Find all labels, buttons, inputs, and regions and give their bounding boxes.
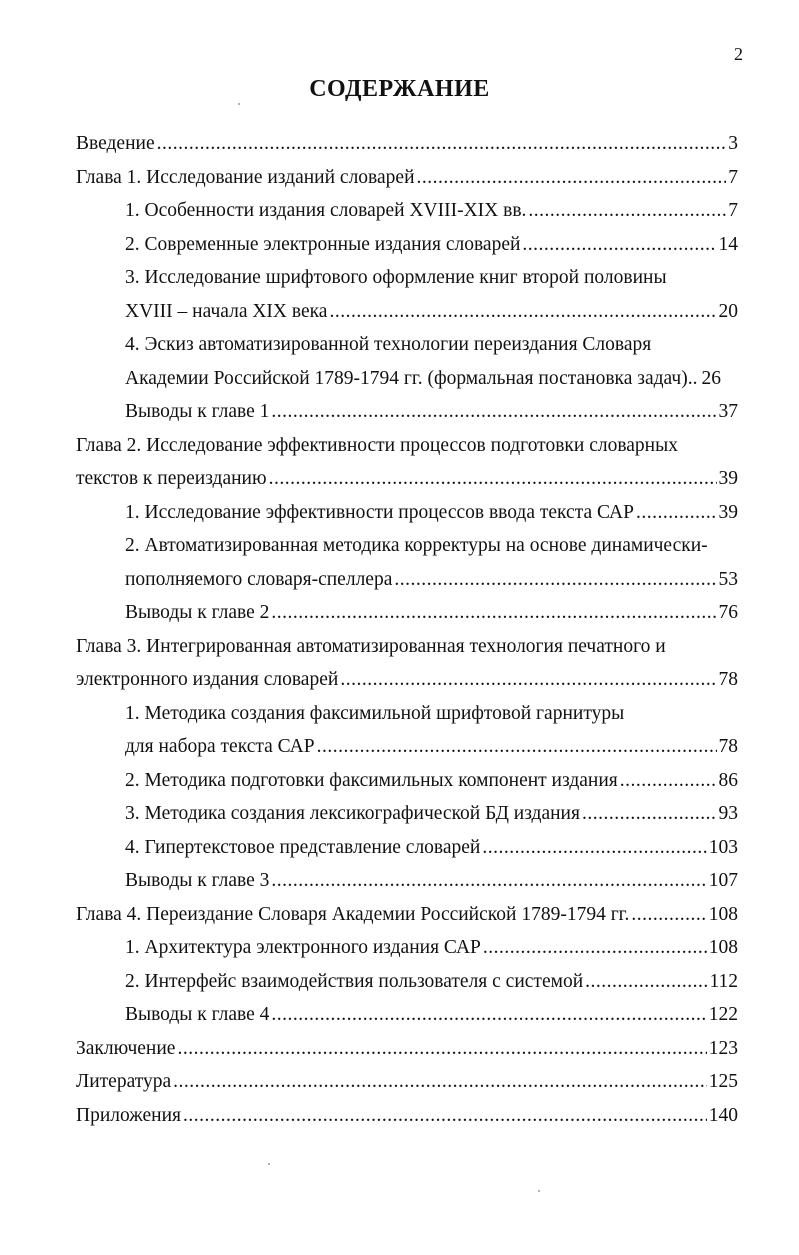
toc-entry-section-1-3-line-1 xyxy=(76,261,738,295)
toc-leader-dots xyxy=(269,462,717,496)
toc-entry-text: 3. Методика создания лексикографической БД издания xyxy=(125,803,580,824)
toc-entry-conclusion xyxy=(76,1032,738,1066)
toc-entry-page: 3 xyxy=(728,133,738,154)
toc-entry-text: XVIII – начала XIX века xyxy=(125,300,328,322)
scan-speck xyxy=(268,1163,270,1165)
toc-entry-page: 140 xyxy=(708,1104,738,1126)
toc-leader-dots xyxy=(482,831,706,865)
toc-entry-page: 108 xyxy=(708,903,738,925)
toc-entry-page: 78 xyxy=(718,736,738,757)
toc-entry-text: для набора текста САР xyxy=(125,736,315,757)
toc-entry-section-2-1 xyxy=(76,496,738,530)
toc-entry-text: 3. Исследование шрифтового оформление книг второй половины xyxy=(125,267,667,288)
toc-entry-appendices xyxy=(76,1099,738,1133)
toc-leader-dots xyxy=(417,161,727,195)
toc-entry-section-4-1 xyxy=(76,931,738,965)
toc-entry-page: 53 xyxy=(718,568,738,590)
toc-leader-dots xyxy=(522,228,716,262)
toc-entry-text: Глава 2. Исследование эффективности процессов подготовки словарных xyxy=(76,434,678,456)
toc-entry-text: пополняемого словаря-спеллера xyxy=(125,568,393,590)
toc-entry-section-3-3 xyxy=(76,797,738,831)
toc-entry-page: 107 xyxy=(708,870,738,891)
toc-entry-text: 2. Автоматизированная методика корректуры на основе динамически- xyxy=(125,535,708,556)
toc-entry-text: Глава 4. Переиздание Словаря Академии Российской 1789-1794 гг. xyxy=(76,903,630,925)
toc-entry-chapter-3-line-2 xyxy=(76,663,738,697)
toc-entry-section-1-4-line-2 xyxy=(76,362,738,396)
toc-leader-dots xyxy=(173,1065,707,1099)
toc-entry-text: 4. Эскиз автоматизированной технологии переиздания Словаря xyxy=(125,334,652,355)
toc-leader-dots xyxy=(394,563,716,597)
scan-speck xyxy=(538,1190,540,1192)
toc-entry-page: 7 xyxy=(728,166,738,188)
toc-entry-text: 2. Методика подготовки факсимильных компонент издания xyxy=(125,769,618,791)
toc-entry-text: Выводы к главе 4 xyxy=(125,1004,270,1025)
toc-entry-section-1-3-line-2 xyxy=(76,295,738,329)
toc-entry-chapter-4 xyxy=(76,898,738,932)
toc-entry-page: 76 xyxy=(718,602,738,623)
toc-entry-text: Приложения xyxy=(76,1104,181,1126)
toc-entry-text: 1. Методика создания факсимильной шрифтовой гарнитуры xyxy=(125,702,625,724)
toc-entry-section-3-4 xyxy=(76,831,738,865)
toc-entry-page: 108 xyxy=(708,937,738,958)
toc-entry-page: 14 xyxy=(718,233,738,255)
toc-entry-literature xyxy=(76,1065,738,1099)
toc-entry-page: 122 xyxy=(708,1004,738,1025)
toc-entry-page: 103 xyxy=(708,836,738,858)
toc-entry-page: 39 xyxy=(718,501,738,523)
toc-entry-text: 1. Особенности издания словарей XVIII-XIX вв. xyxy=(125,200,527,221)
toc-entry-text: Литература xyxy=(76,1071,172,1092)
toc-leader-dots xyxy=(528,194,726,228)
toc-leader-dots xyxy=(329,295,716,329)
toc-entry-text: Заключение xyxy=(76,1037,176,1059)
toc-entry-page: 93 xyxy=(718,803,738,824)
toc-entry-text: 2. Интерфейс взаимодействия пользователя с системой xyxy=(125,970,584,992)
page-number: 2 xyxy=(734,44,743,64)
toc-entry-section-4-2 xyxy=(76,965,738,999)
toc-leader-dots xyxy=(636,496,717,530)
toc-entry-page: 20 xyxy=(718,300,738,322)
toc-entry-page: 123 xyxy=(708,1037,738,1059)
toc-entry-section-1-2 xyxy=(76,228,738,262)
toc-entry-section-2-2-line-1 xyxy=(76,529,738,563)
toc-entry-text: Глава 3. Интегрированная автоматизированная технология печатного и xyxy=(76,635,666,657)
toc-entry-chapter-2-line-1 xyxy=(76,429,738,463)
toc-leader-dots xyxy=(620,764,717,798)
scan-speck xyxy=(238,103,240,105)
toc-entry-text: Академии Российской 1789-1794 гг. (формальная постановка задач).. xyxy=(125,367,698,389)
toc-entry-text: Выводы к главе 2 xyxy=(125,602,270,623)
toc-entry-text: 4. Гипертекстовое представление словарей xyxy=(125,836,481,858)
toc-leader-dots xyxy=(483,931,707,965)
toc-entry-introduction xyxy=(76,127,738,161)
toc-entry-section-2-2-line-2 xyxy=(76,563,738,597)
toc-entry-conclusions-2 xyxy=(76,596,738,630)
toc-leader-dots xyxy=(271,998,706,1032)
toc-entry-chapter-2-line-2 xyxy=(76,462,738,496)
toc-entry-section-1-4-line-1 xyxy=(76,328,738,362)
table-of-contents xyxy=(76,127,738,1132)
toc-entry-page: 86 xyxy=(718,769,738,791)
toc-entry-text: 1. Архитектура электронного издания САР xyxy=(125,937,481,958)
toc-leader-dots xyxy=(271,596,716,630)
toc-leader-dots xyxy=(631,898,706,932)
page-title: СОДЕРЖАНИЕ xyxy=(309,76,490,102)
toc-leader-dots xyxy=(157,127,727,161)
toc-leader-dots xyxy=(183,1099,707,1133)
toc-entry-page: 7 xyxy=(728,200,738,221)
toc-entry-conclusions-4 xyxy=(76,998,738,1032)
toc-entry-page: 26 xyxy=(701,367,721,389)
toc-entry-text: Выводы к главе 1 xyxy=(125,401,270,422)
toc-entry-page: 78 xyxy=(718,669,738,690)
toc-entry-section-3-2 xyxy=(76,764,738,798)
toc-leader-dots xyxy=(177,1032,706,1066)
toc-entry-text: Выводы к главе 3 xyxy=(125,870,270,891)
toc-leader-dots xyxy=(582,797,717,831)
toc-entry-conclusions-1 xyxy=(76,395,738,429)
toc-entry-page: 39 xyxy=(718,468,738,489)
toc-leader-dots xyxy=(585,965,707,999)
toc-leader-dots xyxy=(317,730,717,764)
toc-entry-section-3-1-line-1 xyxy=(76,697,738,731)
toc-entry-page: 112 xyxy=(709,970,738,992)
toc-entry-text: текстов к переизданию xyxy=(76,468,267,489)
toc-entry-section-3-1-line-2 xyxy=(76,730,738,764)
toc-leader-dots xyxy=(271,864,706,898)
toc-leader-dots xyxy=(340,663,716,697)
toc-entry-chapter-3-line-1 xyxy=(76,630,738,664)
toc-entry-section-1-1 xyxy=(76,194,738,228)
toc-entry-page: 125 xyxy=(708,1071,738,1092)
toc-entry-page: 37 xyxy=(718,401,738,422)
toc-entry-text: 1. Исследование эффективности процессов ввода текста САР xyxy=(125,501,634,523)
toc-entry-text: 2. Современные электронные издания словарей xyxy=(125,233,521,255)
toc-entry-text: электронного издания словарей xyxy=(76,669,339,690)
toc-entry-conclusions-3 xyxy=(76,864,738,898)
toc-entry-text: Глава 1. Исследование изданий словарей xyxy=(76,166,415,188)
toc-leader-dots xyxy=(271,395,716,429)
toc-entry-text: Введение xyxy=(76,133,155,154)
toc-entry-chapter-1 xyxy=(76,161,738,195)
